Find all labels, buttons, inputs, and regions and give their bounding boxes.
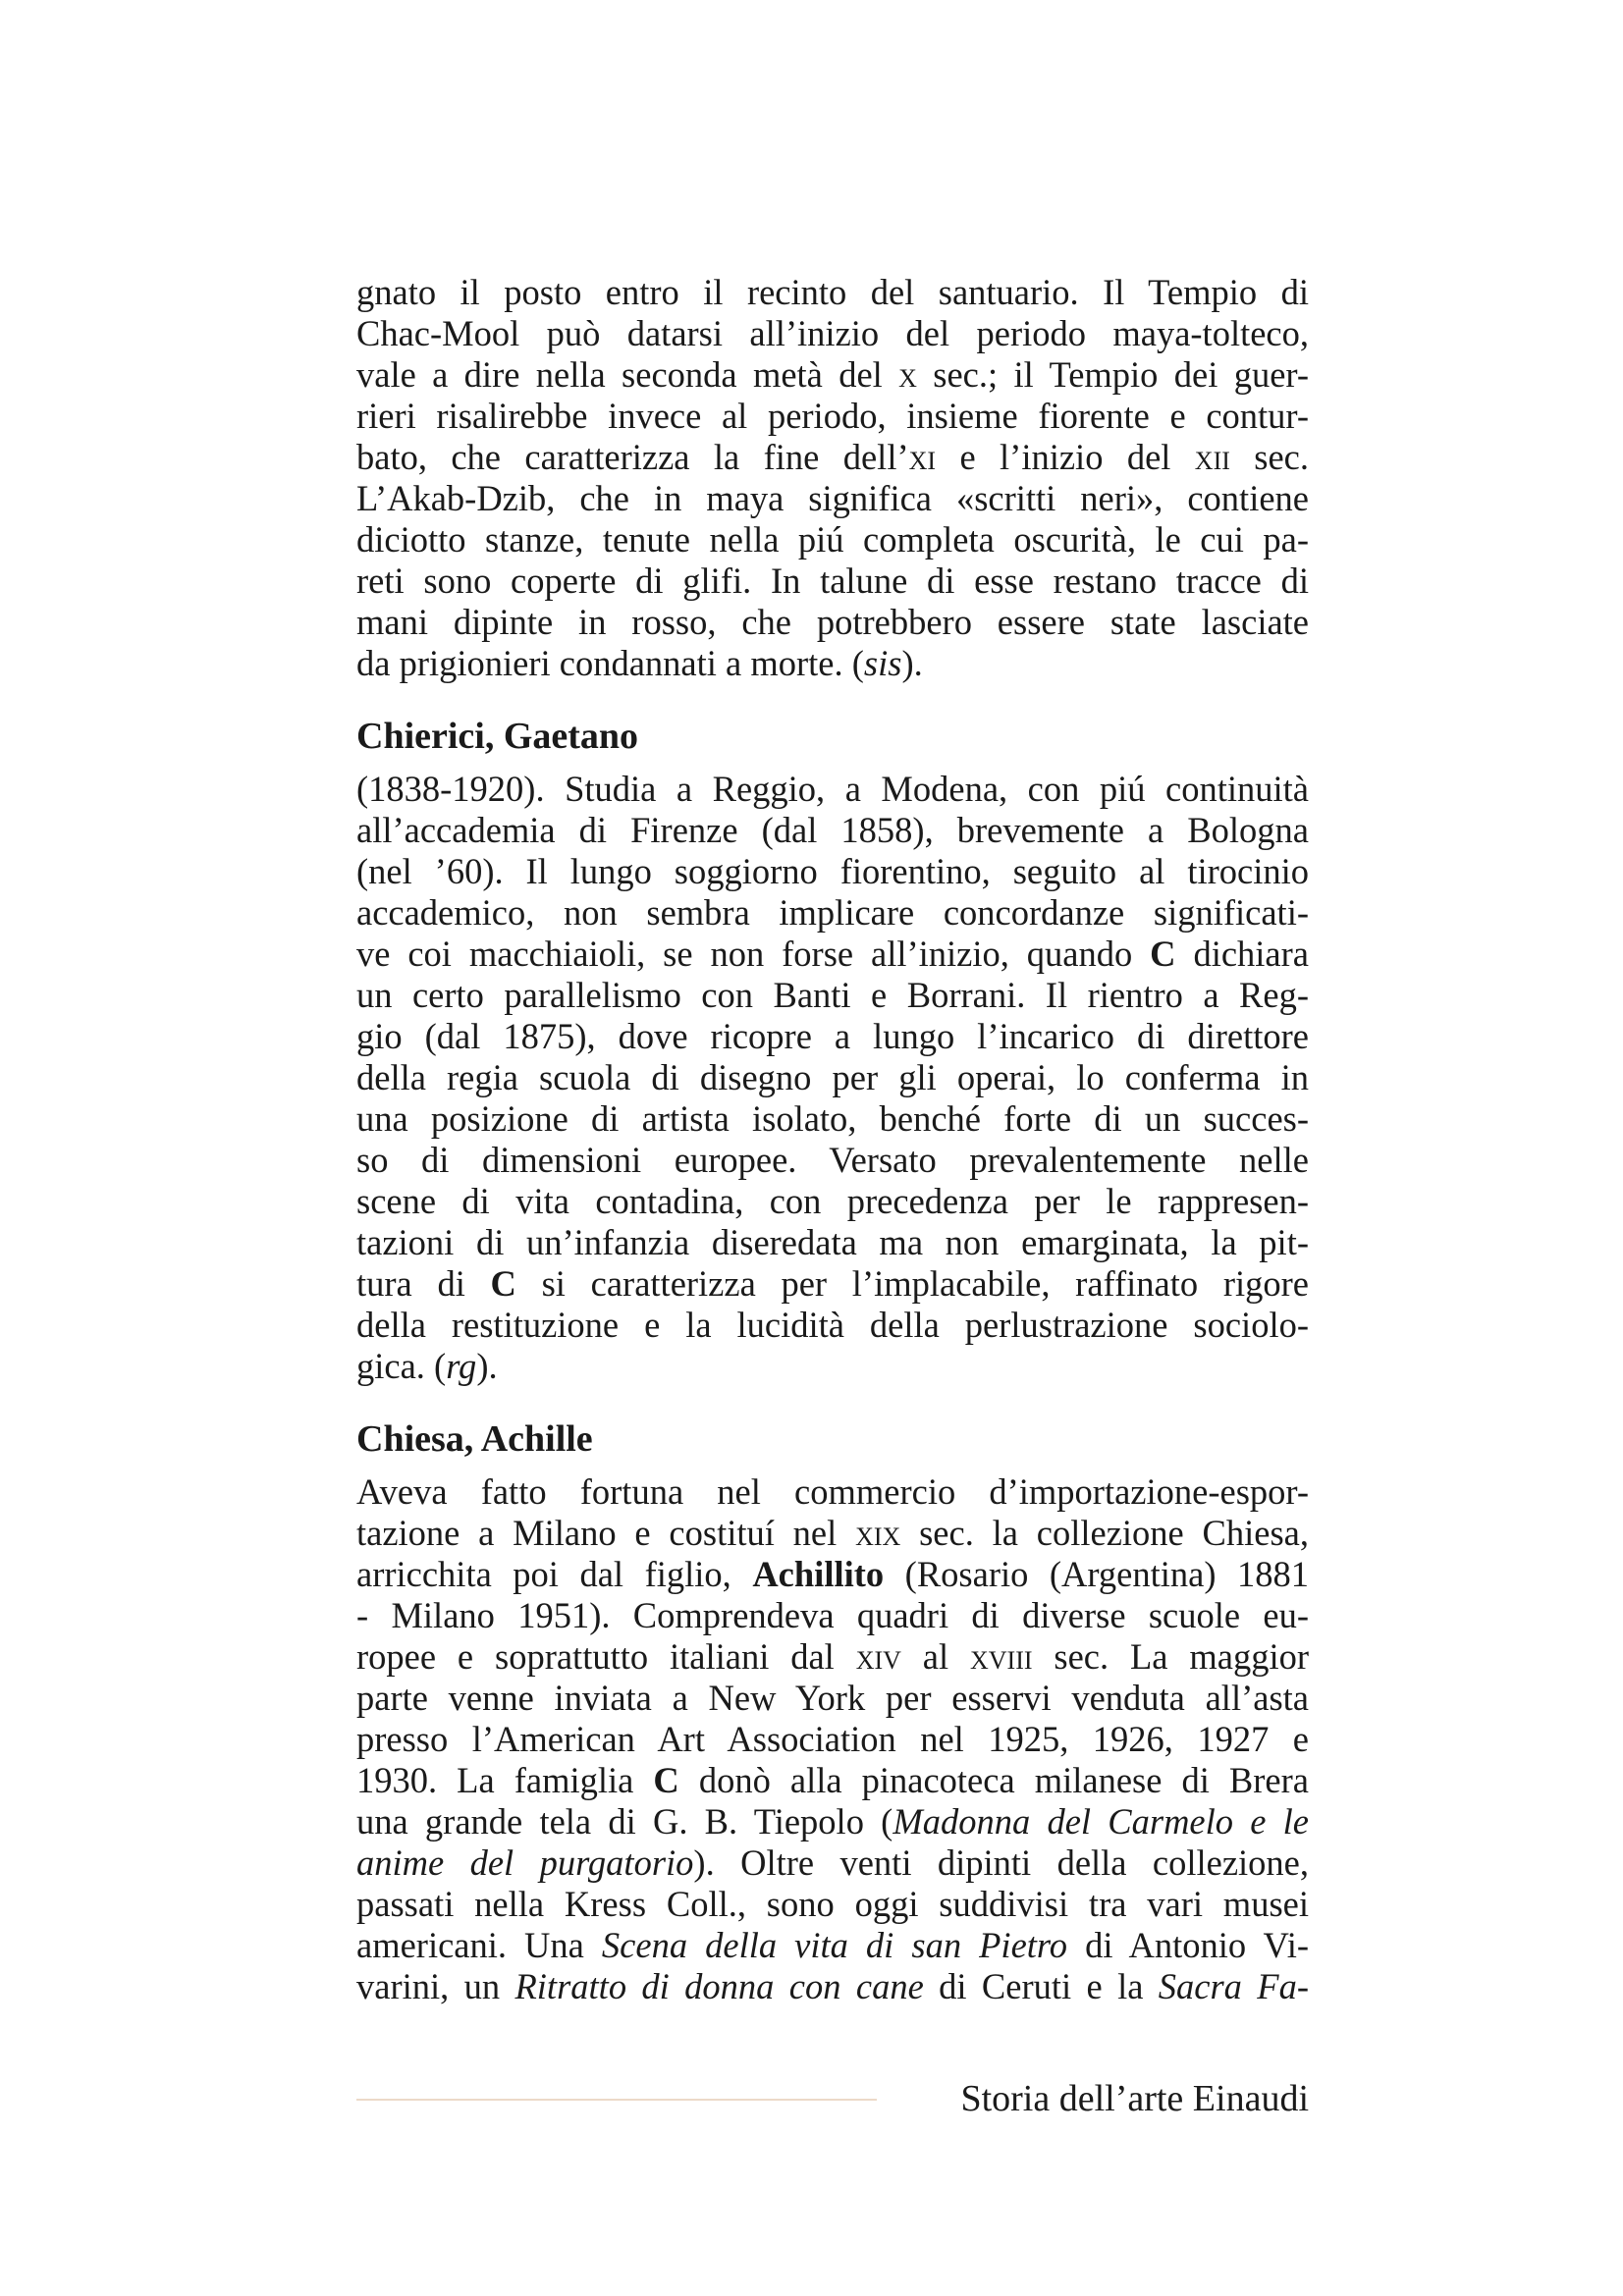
footer-rule: [356, 2099, 877, 2101]
text-run: di Ceruti e la: [923, 1966, 1159, 2006]
entry-section: [356, 684, 1309, 1387]
text-run: da prigionieri condannati a morte. (: [356, 643, 864, 683]
text-line: [356, 1346, 1309, 1387]
text-run: della regia scuola di disegno per gli operai, lo conferma in: [356, 1057, 1309, 1097]
text-line: [356, 1057, 1309, 1098]
text-run: bato, che caratterizza la fine dell’: [356, 437, 909, 477]
text-line: [356, 354, 1309, 396]
text-run: parte venne inviata a New York per esservi venduta all’asta: [356, 1678, 1309, 1718]
text-line: [356, 643, 1309, 684]
text-line: [356, 1884, 1309, 1925]
text-line: [356, 561, 1309, 602]
entry-heading: Chierici, Gaetano: [356, 716, 639, 757]
text-run: presso l’American Art Association nel 1925, 1926, 1927 e: [356, 1719, 1309, 1759]
text-run: tazione a Milano e costituí nel: [356, 1513, 856, 1553]
text-line: [356, 1678, 1309, 1719]
italic-run: sis: [863, 643, 902, 683]
text-run: una posizione di artista isolato, benché forte di un succes-: [356, 1098, 1309, 1139]
text-run: gica. (: [356, 1346, 447, 1386]
italic-run: anime del purgatorio: [356, 1842, 694, 1883]
text-line: [356, 519, 1309, 561]
italic-run: Ritratto di donna con cane: [514, 1966, 924, 2006]
footer-title: Storia dell’arte Einaudi: [960, 2078, 1309, 2119]
text-line: [356, 478, 1309, 519]
text-run: scene di vita contadina, con precedenza per le rappresen-: [356, 1181, 1309, 1221]
text-run: vale a dire nella seconda metà del: [356, 354, 899, 395]
bold-run: Achillito: [752, 1554, 885, 1594]
text-line: [356, 1305, 1309, 1346]
text-run: - Milano 1951). Comprendeva quadri di diverse scuole eu-: [356, 1595, 1309, 1635]
text-run: all’accademia di Firenze (dal 1858), brevemente a Bologna: [356, 810, 1309, 850]
text-line: [356, 1801, 1309, 1842]
text-line: [356, 1098, 1309, 1140]
entry-section: [356, 272, 1309, 684]
text-run: arricchita poi dal figlio,: [356, 1554, 753, 1594]
text-run: dichiara: [1175, 934, 1309, 974]
text-line: [356, 437, 1309, 478]
text-run: sec. la collezione Chiesa,: [900, 1513, 1310, 1553]
text-line: [356, 975, 1309, 1016]
page-body: [356, 272, 1309, 2007]
italic-run: Sacra Fa-: [1158, 1966, 1310, 2006]
text-run: L’Akab-Dzib, che in maya significa «scritti neri», contiene: [356, 478, 1309, 518]
text-line: [356, 934, 1309, 975]
text-run: tazioni di un’infanzia diseredata ma non emarginata, la pit-: [356, 1222, 1309, 1262]
bold-run: C: [653, 1760, 679, 1800]
text-run: sec.; il Tempio dei guer-: [916, 354, 1309, 395]
text-line: [356, 1760, 1309, 1801]
text-run: (Rosario (Argentina) 1881: [884, 1554, 1309, 1594]
text-line: [356, 769, 1309, 810]
text-run: sec.: [1229, 437, 1309, 477]
text-line: [356, 396, 1309, 437]
text-line: [356, 1636, 1309, 1678]
text-run: diciotto stanze, tenute nella piú completa oscurità, le cui pa-: [356, 519, 1309, 560]
text-line: [356, 1513, 1309, 1554]
text-line: [356, 602, 1309, 643]
text-line: [356, 810, 1309, 851]
small-caps-run: x: [898, 354, 917, 395]
italic-run: Madonna del Carmelo e le: [893, 1801, 1309, 1842]
text-line: [356, 1471, 1309, 1513]
text-line: [356, 1842, 1309, 1884]
text-line: [356, 1595, 1309, 1636]
text-run: un certo parallelismo con Banti e Borrani. Il rientro a Reg-: [356, 975, 1309, 1015]
text-run: gio (dal 1875), dove ricopre a lungo l’incarico di direttore: [356, 1016, 1309, 1056]
text-line: [356, 892, 1309, 934]
text-run: passati nella Kress Coll., sono oggi suddivisi tra vari musei: [356, 1884, 1309, 1924]
text-line: [356, 1181, 1309, 1222]
bold-run: C: [490, 1263, 516, 1304]
small-caps-run: xi: [908, 437, 937, 477]
bold-run: C: [1150, 934, 1176, 974]
text-run: accademico, non sembra implicare concordanze significati-: [356, 892, 1309, 933]
small-caps-run: xiv: [855, 1636, 901, 1677]
small-caps-run: xviii: [970, 1636, 1033, 1677]
text-run: una grande tela di G. B. Tiepolo (: [356, 1801, 893, 1842]
text-run: al: [900, 1636, 970, 1677]
text-line: [356, 1222, 1309, 1263]
text-line: [356, 1263, 1309, 1305]
text-run: 1930. La famiglia: [356, 1760, 654, 1800]
text-run: Chac-Mool può datarsi all’inizio del periodo maya-tolteco,: [356, 313, 1309, 353]
italic-run: Scena della vita di san Pietro: [601, 1925, 1068, 1965]
text-line: [356, 1140, 1309, 1181]
text-run: ve coi macchiaioli, se non forse all’inizio, quando: [356, 934, 1151, 974]
entry-heading: Chiesa, Achille: [356, 1418, 593, 1460]
text-run: ropee e soprattutto italiani dal: [356, 1636, 856, 1677]
text-line: [356, 1966, 1309, 2007]
text-run: mani dipinte in rosso, che potrebbero essere state lasciate: [356, 602, 1309, 642]
text-run: ).: [901, 643, 923, 683]
text-run: (nel ’60). Il lungo soggiorno fiorentino, seguito al tirocinio: [356, 851, 1309, 891]
text-run: so di dimensioni europee. Versato prevalentemente nelle: [356, 1140, 1309, 1180]
text-line: [356, 1554, 1309, 1595]
italic-run: rg: [446, 1346, 477, 1386]
text-run: rieri risalirebbe invece al periodo, insieme fiorente e contur-: [356, 396, 1309, 436]
text-run: di Antonio Vi-: [1067, 1925, 1309, 1965]
small-caps-run: xii: [1194, 437, 1230, 477]
text-run: sec. La maggior: [1032, 1636, 1310, 1677]
page-footer: [356, 2073, 1309, 2124]
text-run: e l’inizio del: [936, 437, 1195, 477]
text-run: reti sono coperte di glifi. In talune di esse restano tracce di: [356, 561, 1309, 601]
text-run: della restituzione e la lucidità della perlustrazione sociolo-: [356, 1305, 1309, 1345]
text-run: tura di: [356, 1263, 491, 1304]
text-run: Aveva fatto fortuna nel commercio d’importazione-espor-: [356, 1471, 1309, 1512]
text-run: (1838-1920). Studia a Reggio, a Modena, con piú continuità: [356, 769, 1309, 809]
text-run: americani. Una: [356, 1925, 602, 1965]
small-caps-run: xix: [855, 1513, 901, 1553]
text-run: ). Oltre venti dipinti della collezione,: [693, 1842, 1309, 1883]
text-line: [356, 272, 1309, 313]
text-run: varini, un: [356, 1966, 515, 2006]
text-run: gnato il posto entro il recinto del santuario. Il Tempio di: [356, 272, 1309, 312]
text-run: si caratterizza per l’implacabile, raffinato rigore: [515, 1263, 1310, 1304]
text-line: [356, 1925, 1309, 1966]
text-line: [356, 1719, 1309, 1760]
text-line: [356, 313, 1309, 354]
text-line: [356, 1016, 1309, 1057]
entry-section: [356, 1387, 1309, 2007]
text-line: [356, 851, 1309, 892]
text-run: donò alla pinacoteca milanese di Brera: [678, 1760, 1309, 1800]
text-run: ).: [476, 1346, 498, 1386]
